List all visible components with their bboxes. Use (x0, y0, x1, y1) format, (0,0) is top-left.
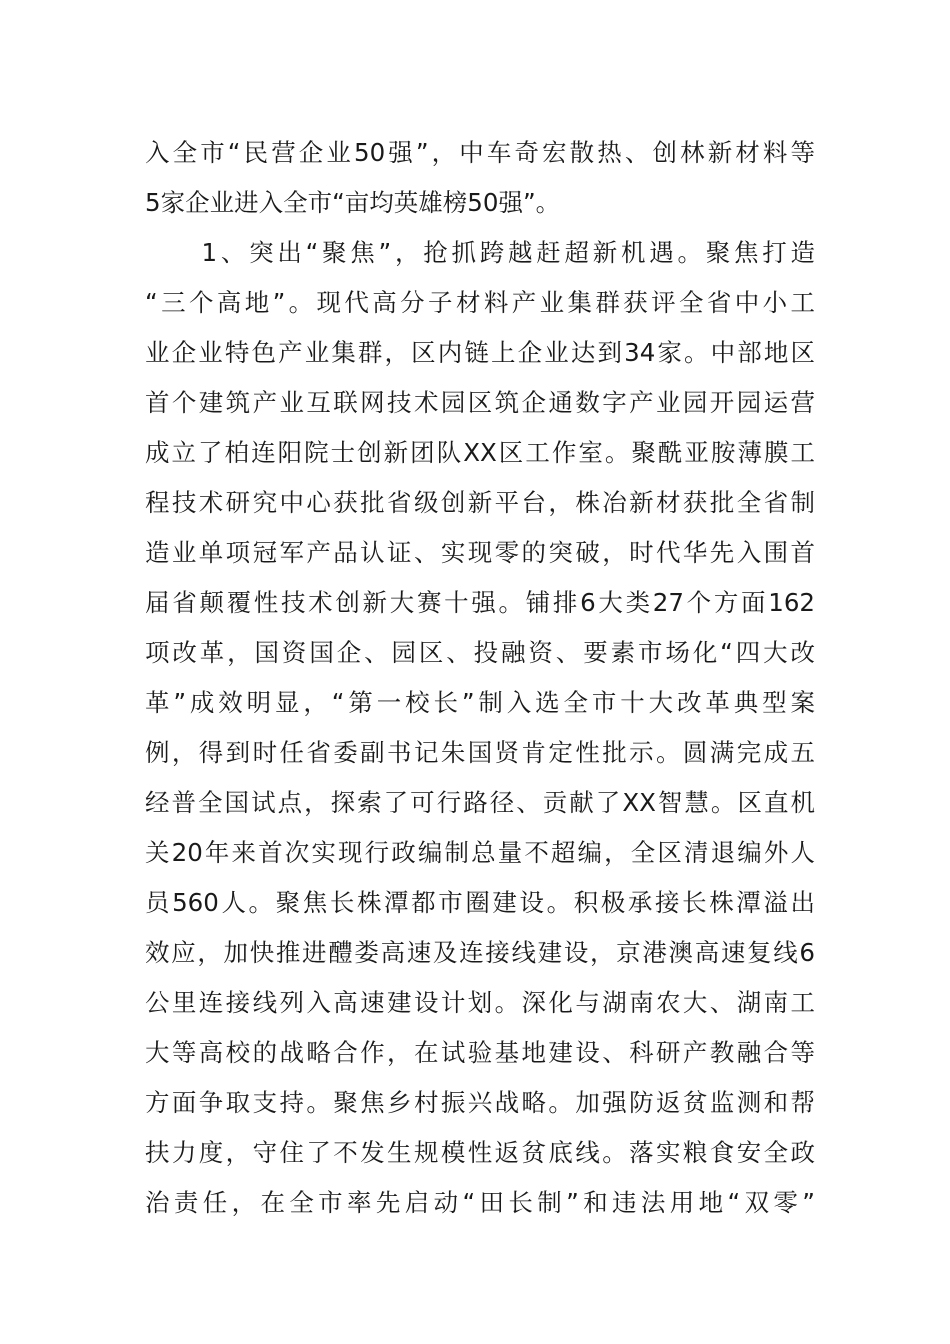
text-line: 造业单项冠军产品认证、实现零的突破，时代华先入围首 (145, 538, 815, 567)
text-line: 效应，加快推进醴娄高速及连接线建设，京港澳高速复线6 (145, 938, 815, 967)
text-line: 大等高校的战略合作，在试验基地建设、科研产教融合等 (145, 1038, 815, 1067)
paragraph-2 (145, 228, 815, 1228)
text-line: 项改革，国资国企、园区、投融资、要素市场化“四大改 (145, 638, 815, 667)
body-text (145, 128, 815, 1228)
text-line: 经普全国试点，探索了可行路径、贡献了XX智慧。区直机 (145, 788, 815, 817)
text-line: 员560人。聚焦长株潭都市圈建设。积极承接长株潭溢出 (145, 888, 815, 917)
text-line: 扶力度，守住了不发生规模性返贫底线。落实粮食安全政 (145, 1138, 815, 1167)
text-line: 例，得到时任省委副书记朱国贤肯定性批示。圆满完成五 (145, 738, 815, 767)
text-line: 1、突出“聚焦”，抢抓跨越赶超新机遇。聚焦打造 (145, 238, 815, 267)
text-line: 业企业特色产业集群，区内链上企业达到34家。中部地区 (145, 338, 815, 367)
text-line: 关20年来首次实现行政编制总量不超编，全区清退编外人 (145, 838, 815, 867)
text-line: 首个建筑产业互联网技术园区筑企通数字产业园开园运营 (145, 388, 815, 417)
text-line: 5家企业进入全市“亩均英雄榜50强”。 (145, 188, 561, 217)
text-line: 公里连接线列入高速建设计划。深化与湖南农大、湖南工 (145, 988, 815, 1017)
text-line: 届省颠覆性技术创新大赛十强。铺排6大类27个方面162 (145, 588, 815, 617)
paragraph-1 (145, 128, 815, 228)
text-line: 革”成效明显，“第一校长”制入选全市十大改革典型案 (145, 688, 815, 717)
text-line: “三个高地”。现代高分子材料产业集群获评全省中小工 (145, 288, 815, 317)
text-line: 治责任，在全市率先启动“田长制”和违法用地“双零” (145, 1188, 815, 1217)
text-line: 程技术研究中心获批省级创新平台，株冶新材获批全省制 (145, 488, 815, 517)
text-line: 入全市“民营企业50强”，中车奇宏散热、创林新材料等 (145, 138, 815, 167)
text-line: 方面争取支持。聚焦乡村振兴战略。加强防返贫监测和帮 (145, 1088, 815, 1117)
text-line: 成立了柏连阳院士创新团队XX区工作室。聚酰亚胺薄膜工 (145, 438, 815, 467)
